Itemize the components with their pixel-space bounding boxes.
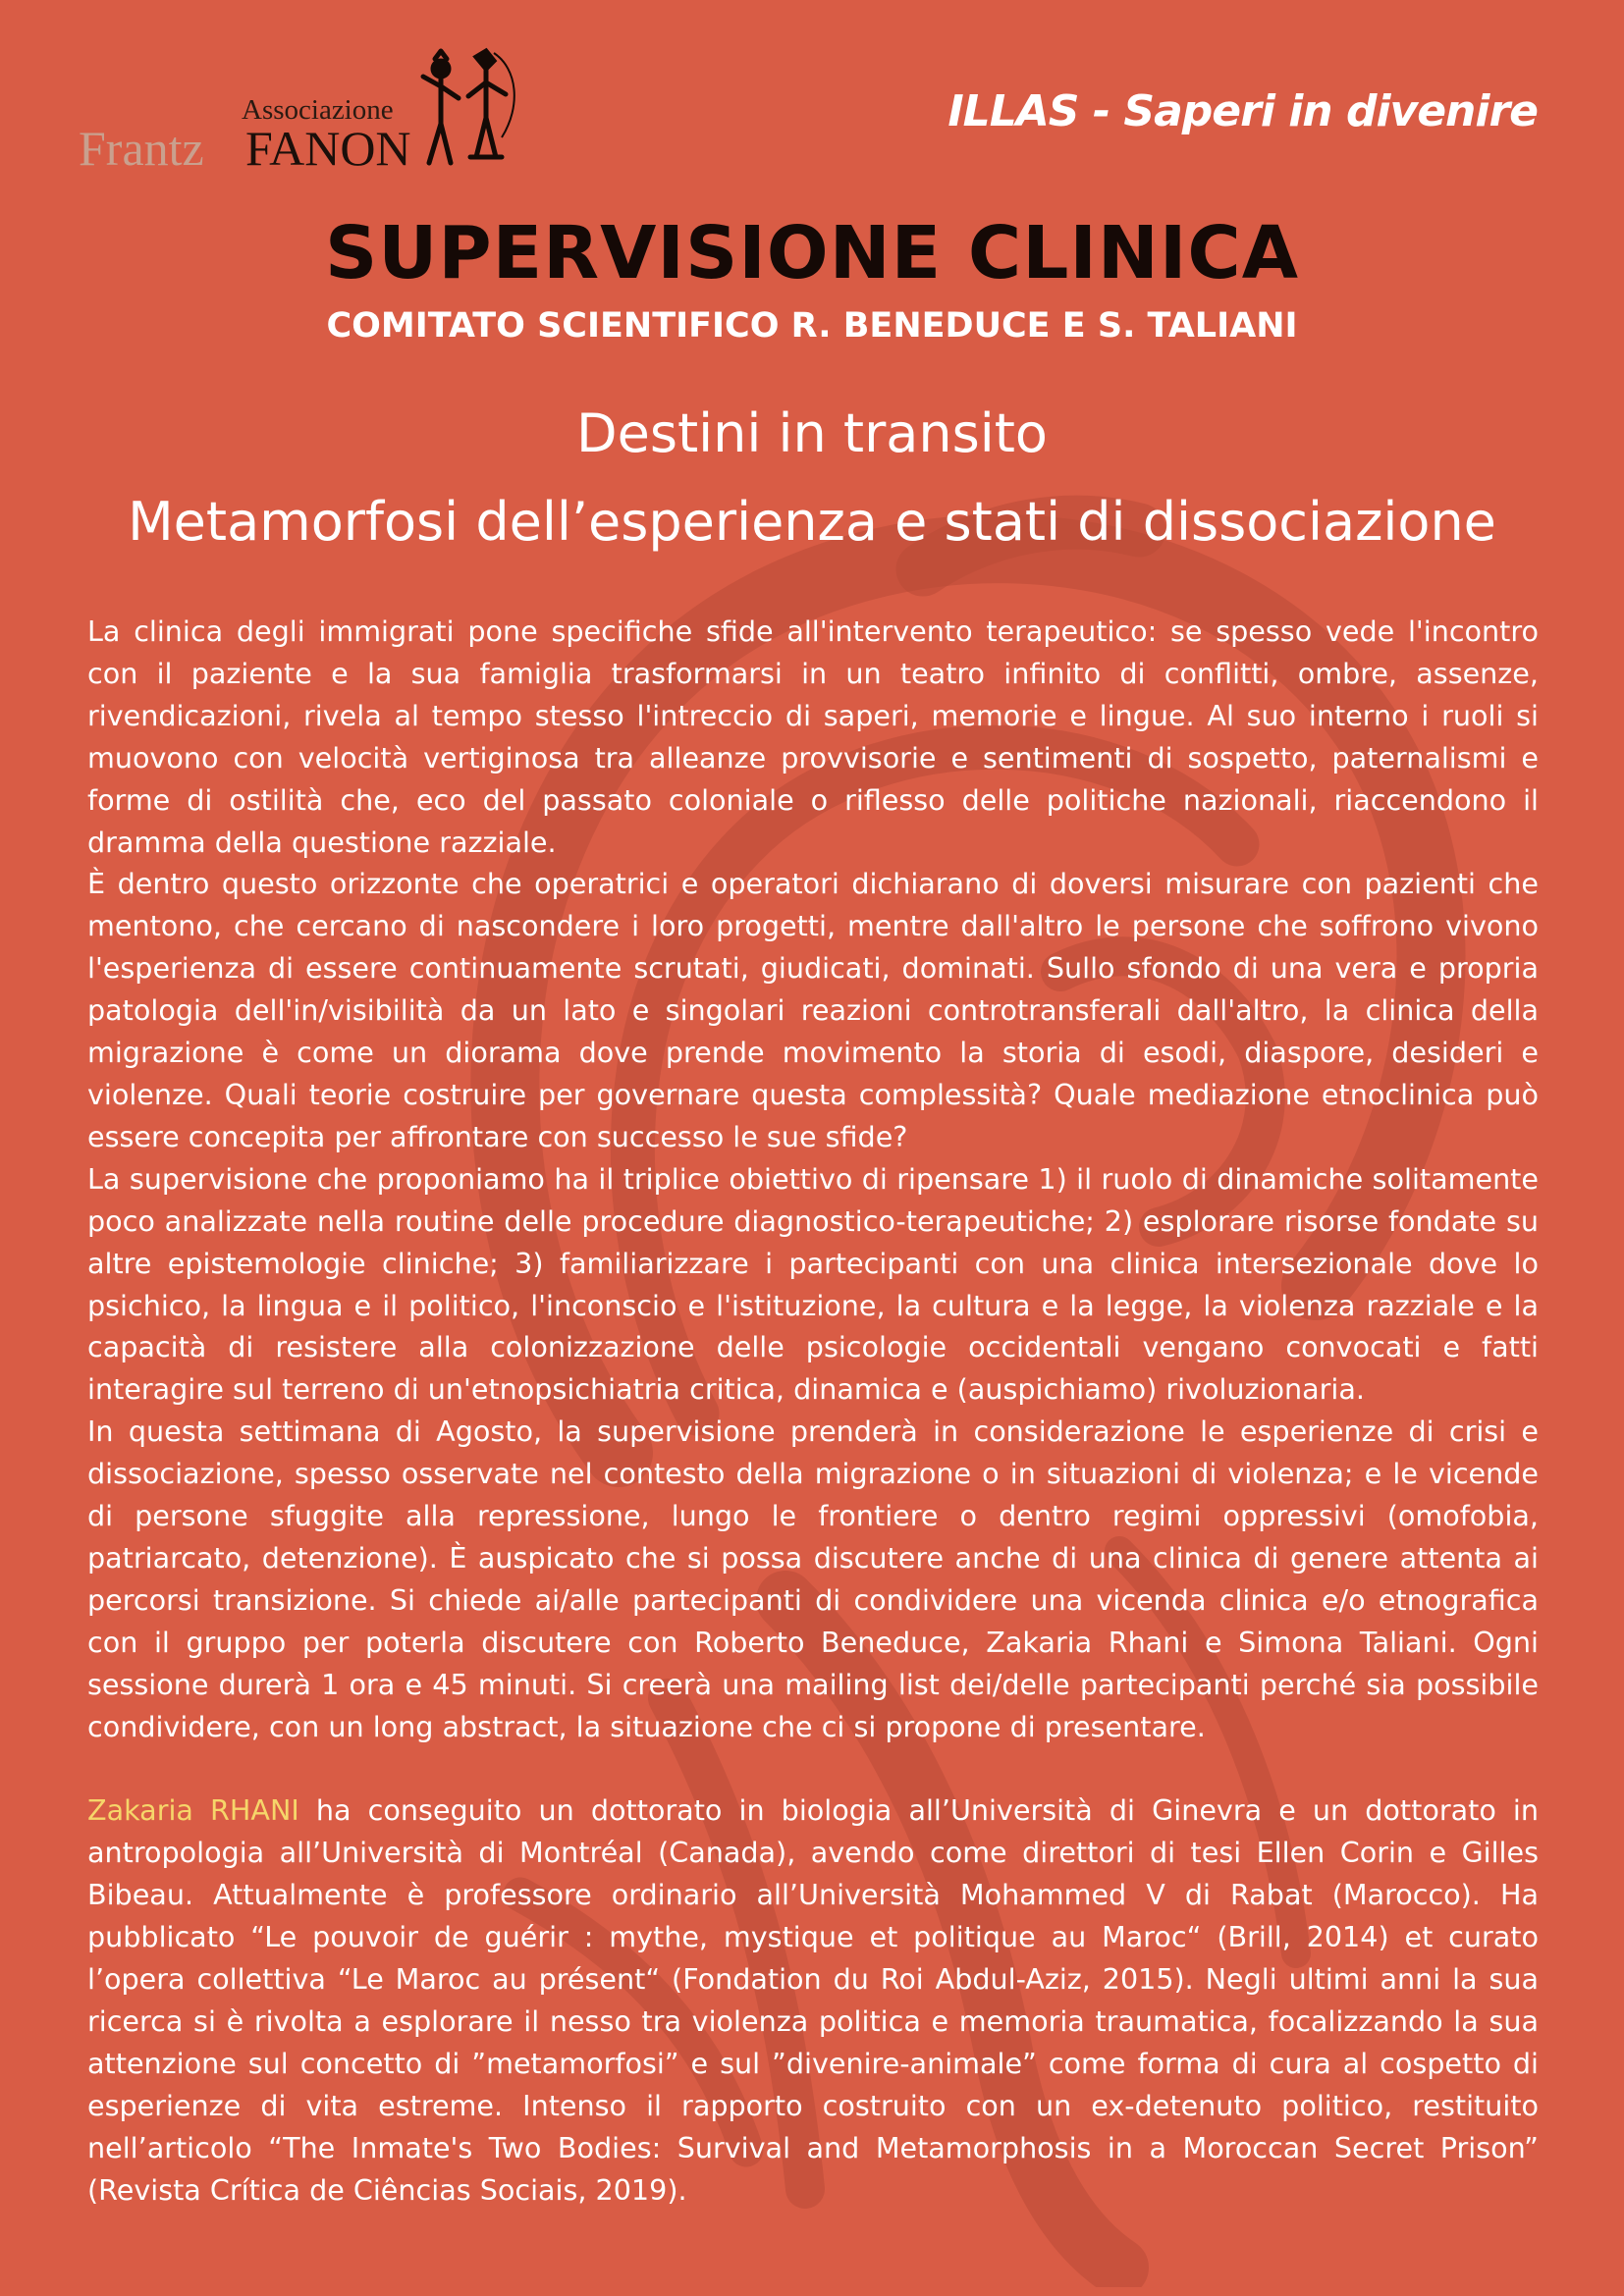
association-logo — [79, 47, 569, 194]
series-title: ILLAS - Saperi in divenire — [947, 86, 1538, 136]
bio-text: ha conseguito un dottorato in biologia all’Università di Ginevra e un dottorato in antropologia all’Università di Montréal (Canada), avendo come direttori di tesi Ellen Corin e Gilles Bibeau. Attualmente è professore ordinario all’Università Mohammed V di Rabat (Marocco). Ha pubblicato “Le pouvoir de guérir : mythe, mystique et politique au Maroc“ (Brill, 2014) et curato l’opera collettiva “Le Maroc au présent“ (Fondation du Roi Abdul-Aziz, 2015). Negli ultimi anni la sua ricerca si è rivolta a esplorare il nesso tra violenza politica e memoria traumatica, focalizzando la sua attenzione sul concetto di ”metamorfosi” e sul ”divenire-animale” come forma di cura al cospetto di esperienze di vita estreme. Intenso il rapporto costruito con un ex-detenuto politico, restituito nell’articolo “The Inmate's Two Bodies: Survival and Metamorphosis in a Moroccan Secret Prison” (Revista Crítica de Ciências Sociais, 2019). — [87, 1793, 1539, 2207]
body-text — [87, 611, 1539, 2212]
body-paragraph: La supervisione che proponiamo ha il triplice obiettivo di ripensare 1) il ruolo di dinamiche solitamente poco analizzate nella routine delle procedure diagnostico-terapeutiche; 2) esplorare risorse fondate su altre epistemologie cliniche; 3) familiarizzare i partecipanti con una clinica intersezionale dove lo psichico, la lingua e il politico, l'inconscio e l'istituzione, la cultura e la legge, la violenza razziale e la capacità di resistere alla colonizzazione delle psicologie occidentali vengano convocati e fatti interagire sul terreno di un'etnopsichiatria critica, dinamica e (auspichiamo) rivoluzionaria. — [87, 1161, 1539, 1407]
event-heading-line1: Destini in transito — [576, 402, 1048, 464]
logo-association-text: Associazione — [242, 94, 394, 126]
body-paragraph: La clinica degli immigrati pone specifiche sfide all'intervento terapeutico: se spesso vede l'incontro con il paziente e la sua famiglia trasformarsi in un teatro infinito di conflitti, ombre, assenze, rivendicazioni, rivela al tempo stesso l'intreccio di saperi, memorie e lingue. Al suo interno i ruoli si muovono con velocità vertiginosa tra alleanze provvisorie e sentimenti di sospetto, paternalismi e forme di ostilità che, eco del passato coloniale o riflesso delle politiche nazionali, riaccendono il dramma della questione razziale. — [87, 614, 1539, 859]
logo-name-last: FANON — [245, 121, 411, 176]
page-title: SUPERVISIONE CLINICA — [325, 211, 1299, 295]
fanon-figure-icon — [417, 47, 525, 185]
page-subtitle: COMITATO SCIENTIFICO R. BENEDUCE E S. TALIANI — [326, 306, 1298, 346]
body-paragraph: È dentro questo orizzonte che operatrici e operatori dichiarano di doversi misurare con pazienti che mentono, che cercano di nascondere i loro progetti, mentre dall'altro le persone che soffrono vivono l'esperienza di essere continuamente scrutati, giudicati, dominati. Sullo sfondo di una vera e propria patologia dell'in/visibilità da un lato e singolari reazioni controtransferali dall'altro, la clinica della migrazione è come un diorama dove prende movimento la storia di esodi, diaspore, desideri e violenze. Quali teorie costruire per governare questa complessità? Quale mediazione etnoclinica può essere concepita per affrontare con successo le sue sfide? — [87, 867, 1539, 1153]
paragraph-spacer — [87, 1747, 1539, 1789]
bio-paragraph — [87, 1789, 1539, 2211]
event-heading-line2: Metamorfosi dell’esperienza e stati di dissociazione — [128, 491, 1496, 553]
bio-name: Zakaria RHANI — [87, 1793, 299, 1828]
body-paragraph: In questa settimana di Agosto, la supervisione prenderà in considerazione le esperienze di crisi e dissociazione, spesso osservate nel contesto della migrazione o in situazioni di violenza; e le vicende di persone sfuggite alla repressione, lungo le frontiere o dentro regimi oppressivi (omofobia, patriarcato, detenzione). È auspicato che si possa discutere anche di una clinica di genere attenta ai percorsi transizione. Si chiede ai/alle partecipanti di condividere una vicenda clinica e/o etnografica con il gruppo per poterla discutere con Roberto Beneduce, Zakaria Rhani e Simona Taliani. Ogni sessione durerà 1 ora e 45 minuti. Si creerà una mailing list dei/delle partecipanti perché sia possibile condividere, con un long abstract, la situazione che ci si propone di presentare. — [87, 1415, 1539, 1743]
logo-name-first: Frantz — [79, 121, 204, 176]
